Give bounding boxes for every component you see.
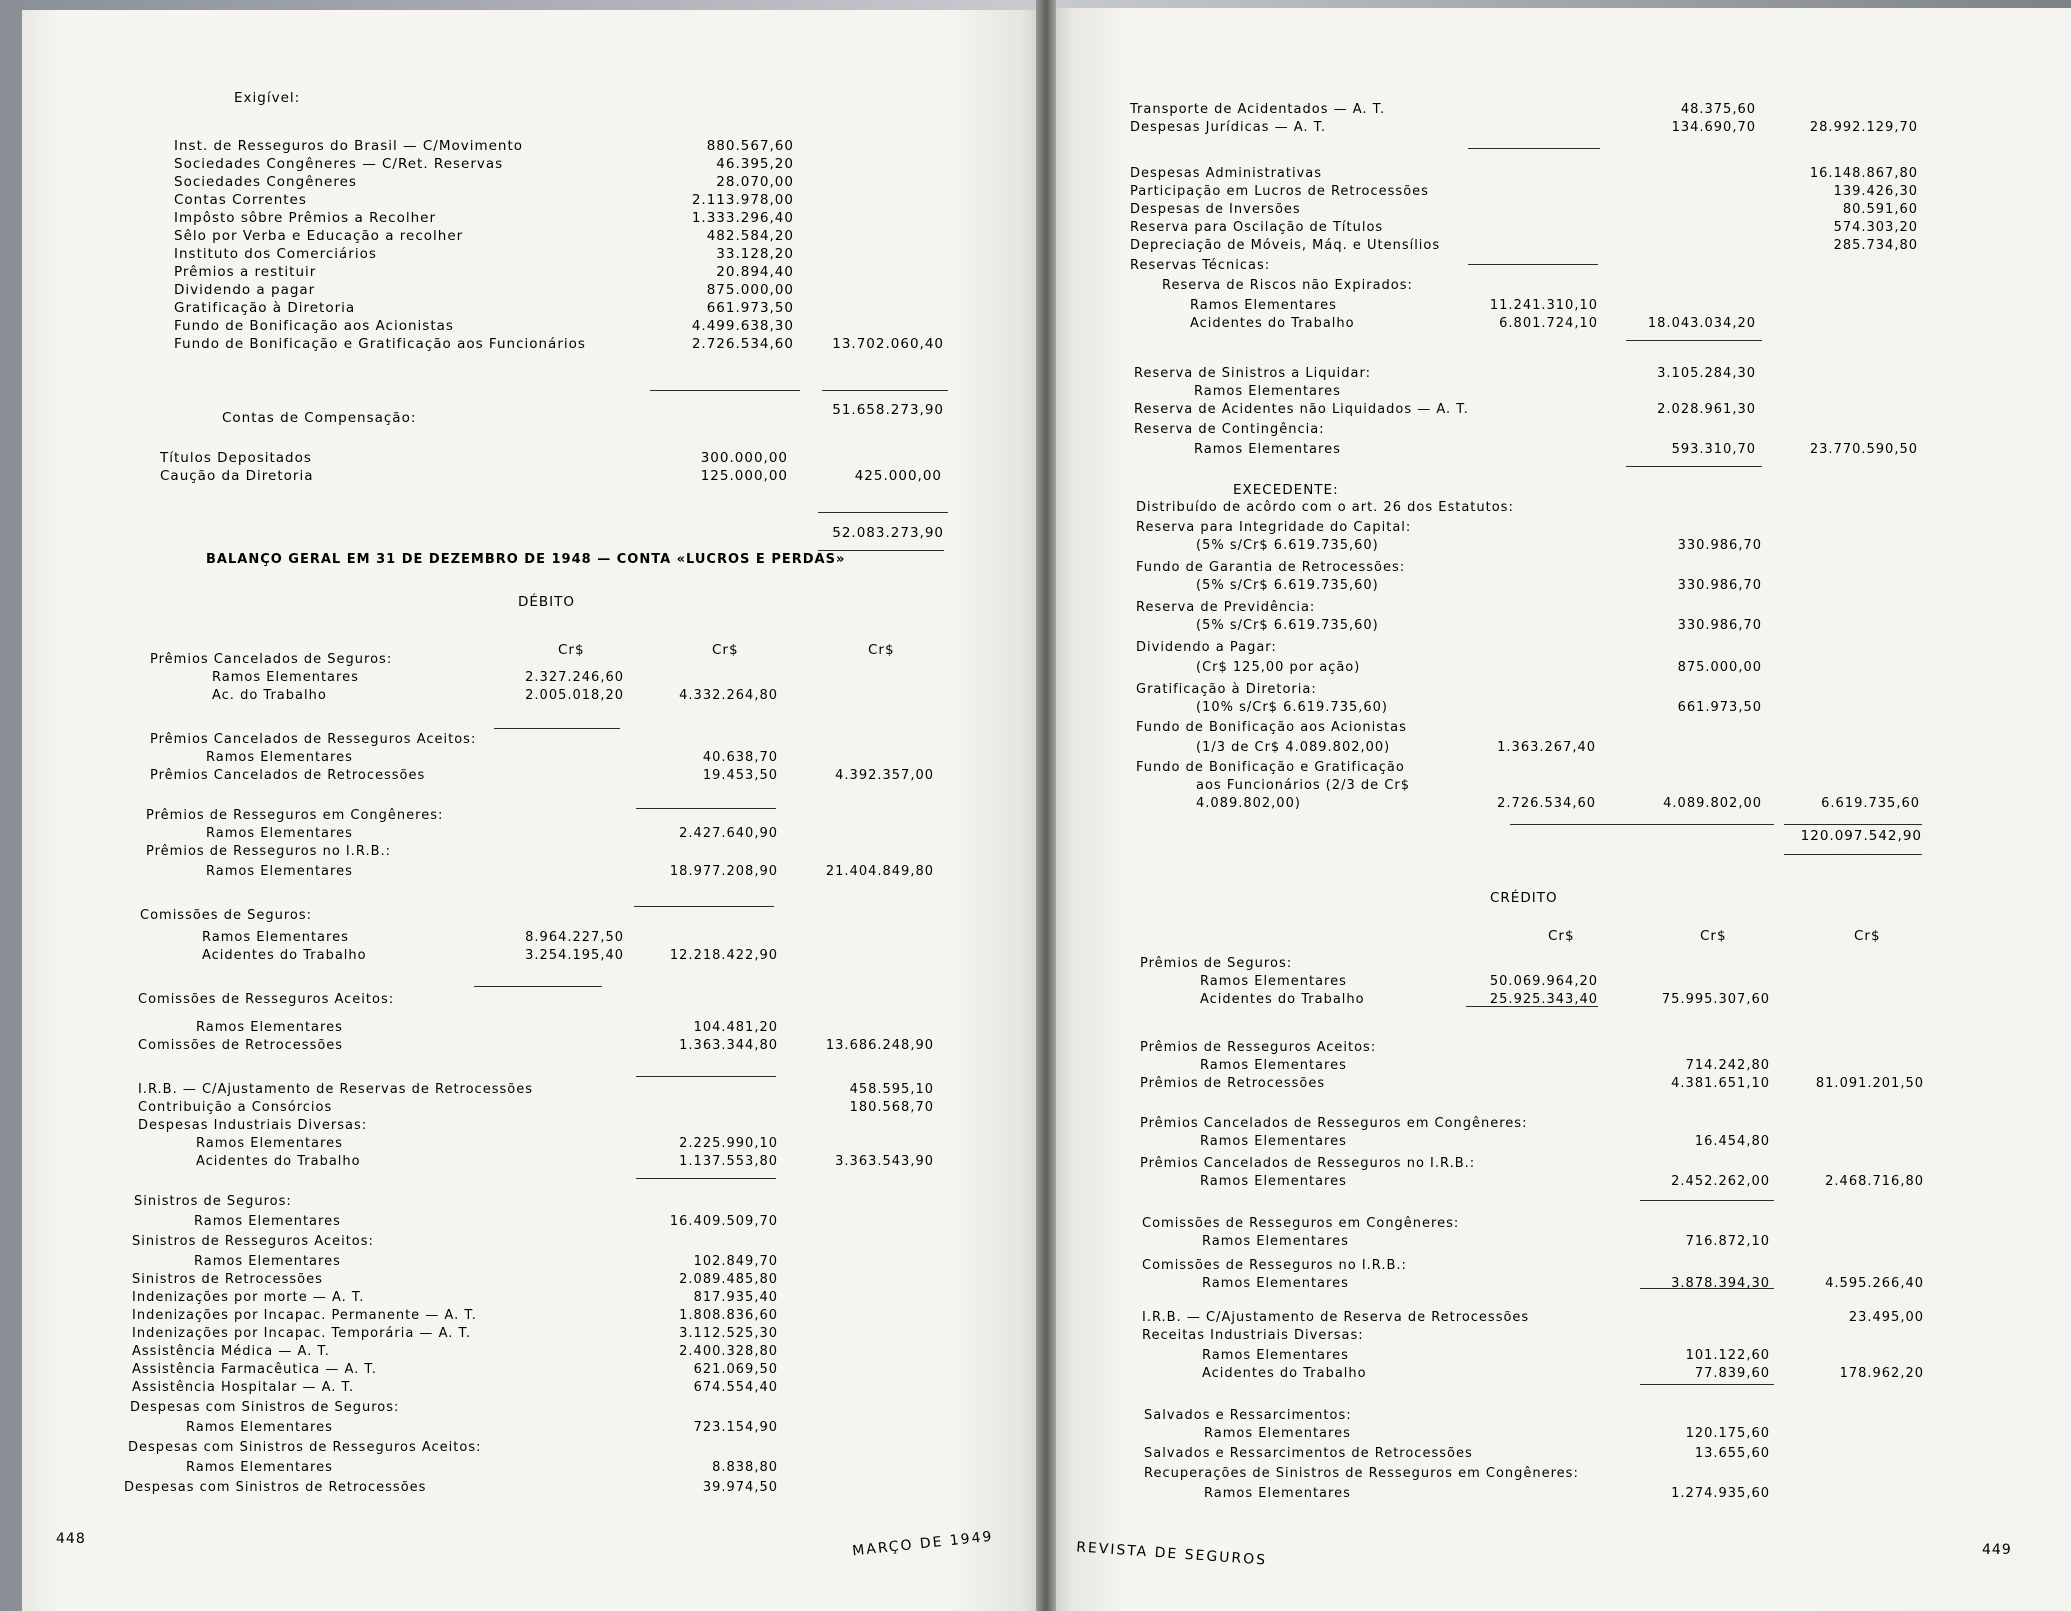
cell-c2: 40.638,70 [702, 750, 778, 765]
cell-c3: 6.619.735,60 [1821, 796, 1920, 811]
row-label: Despesas com Sinistros de Seguros: [130, 1400, 400, 1415]
table-row [0, 200, 2071, 220]
footer-left: MARÇO DE 1949 [851, 1528, 995, 1560]
row-label: Ramos Elementares [1202, 1348, 1349, 1363]
row-label: Reservas Técnicas: [1130, 258, 1271, 273]
rule-line [1640, 1288, 1774, 1289]
rule-line [1466, 1006, 1598, 1007]
cell-c2: 817.935,40 [693, 1290, 778, 1305]
row-label: Acidentes do Trabalho [202, 948, 367, 963]
row-label: Prêmios de Seguros: [1140, 956, 1293, 971]
table-row [0, 536, 2071, 556]
table-row [0, 400, 2071, 420]
row-label: Ramos Elementares [1204, 1426, 1351, 1441]
cell-c2: 77.839,60 [1694, 1366, 1770, 1381]
row-label: 4.089.802,00) [1196, 796, 1301, 811]
rule-line [1640, 1200, 1774, 1201]
row-label: Prêmios Cancelados de Retrocessões [150, 768, 426, 783]
table-row [0, 558, 2071, 578]
row-label: Gratificação à Diretoria [174, 300, 356, 316]
row-label: Reserva para Oscilação de Títulos [1130, 220, 1384, 235]
table-row [0, 1074, 2071, 1094]
cell-c2: 120.175,60 [1685, 1426, 1770, 1441]
row-label: Fundo de Bonificação aos Acionistas [174, 318, 454, 334]
cell-c2: 3.112.525,30 [679, 1326, 778, 1341]
table-row [0, 972, 2071, 992]
row-label: Fundo de Garantia de Retrocessões: [1136, 560, 1406, 575]
cell-c2: 714.242,80 [1685, 1058, 1770, 1073]
row-label: Salvados e Ressarcimentos: [1144, 1408, 1352, 1423]
table-row [0, 1214, 2071, 1234]
table-row [0, 118, 2071, 138]
table-row [0, 100, 2071, 120]
row-label: Receitas Industriais Diversas: [1142, 1328, 1364, 1343]
row-label: Ramos Elementares [186, 1420, 333, 1435]
row-label: Reserva de Contingência: [1134, 422, 1325, 437]
cell-c2: 1.808.836,60 [679, 1308, 778, 1323]
row-label: Gratificação à Diretoria: [1136, 682, 1317, 697]
exigivel-heading: Exigível: [234, 90, 301, 106]
row-label: Sinistros de Retrocessões [132, 1272, 323, 1287]
cell-c3: 3.363.543,90 [835, 1154, 934, 1169]
table-row [0, 1308, 2071, 1328]
table-row [0, 1114, 2071, 1134]
row-label: Depreciação de Móveis, Máq. e Utensílios [1130, 238, 1441, 253]
table-row [0, 256, 2071, 276]
currency-col2: Cr$ [712, 642, 739, 658]
cell-c2: 4.089.802,00 [1663, 796, 1762, 811]
cell-c2: 3.105.284,30 [1657, 366, 1756, 381]
table-row [0, 218, 2071, 238]
row-label: Ramos Elementares [206, 750, 353, 765]
cell-c3: 139.426,30 [1833, 184, 1918, 199]
rule-line [650, 390, 800, 391]
total-debito: 120.097.542,90 [1800, 828, 1922, 844]
cell-c3: 81.091.201,50 [1815, 1076, 1924, 1091]
row-label: Despesas Industriais Diversas: [138, 1118, 368, 1133]
row-label: Ramos Elementares [206, 864, 353, 879]
table-row [0, 296, 2071, 316]
row-label: Dividendo a Pagar: [1136, 640, 1277, 655]
table-row [0, 794, 2071, 814]
cell-c3: 23.770.590,50 [1809, 442, 1918, 457]
table-row [0, 1424, 2071, 1444]
cell-c3: 4.595.266,40 [1825, 1276, 1924, 1291]
row-label: Ramos Elementares [1200, 974, 1347, 989]
row-label: (Cr$ 125,00 por ação) [1196, 660, 1361, 675]
cell-c2: 101.122,60 [1685, 1348, 1770, 1363]
cell-c2: 102.849,70 [693, 1254, 778, 1269]
rule-line [818, 550, 944, 551]
cell-c2: 104.481,20 [693, 1020, 778, 1035]
cell-c2: 2.089.485,80 [679, 1272, 778, 1287]
row-label: Prêmios de Retrocessões [1140, 1076, 1326, 1091]
row-label: Despesas de Inversões [1130, 202, 1301, 217]
row-label: (1/3 de Cr$ 4.089.802,00) [1196, 740, 1391, 755]
table-row [0, 776, 2071, 796]
table-row [0, 598, 2071, 618]
row-label: Sêlo por Verba e Educação a recolher [174, 228, 464, 244]
cell-c2: 75.995.307,60 [1661, 992, 1770, 1007]
table-row [0, 1274, 2071, 1294]
cell-c2: 723.154,90 [693, 1420, 778, 1435]
cell-c2: 2.225.990,10 [679, 1136, 778, 1151]
row-label: Sinistros de Seguros: [134, 1194, 292, 1209]
row-label: Reserva de Acidentes não Liquidados — A. T. [1134, 402, 1469, 417]
cell-c2: 661.973,50 [1677, 700, 1762, 715]
cell-c1: 50.069.964,20 [1489, 974, 1598, 989]
row-label: (5% s/Cr$ 6.619.735,60) [1196, 538, 1379, 553]
table-row [0, 1192, 2071, 1212]
rule-line [1468, 264, 1598, 265]
cell-c3: 80.591,60 [1842, 202, 1918, 217]
row-label: I.R.B. — C/Ajustamento de Reserva de Retrocessões [1142, 1310, 1530, 1325]
row-label: Acidentes do Trabalho [1190, 316, 1355, 331]
table-row [0, 1364, 2071, 1384]
row-label: Ramos Elementares [194, 1214, 341, 1229]
cell-c1: 2.113.978,00 [691, 192, 794, 208]
cell-c2: 621.069,50 [693, 1362, 778, 1377]
cell-c2: 16.409.509,70 [669, 1214, 778, 1229]
row-label: Sinistros de Resseguros Aceitos: [132, 1234, 374, 1249]
cell-c2: 425.000,00 [854, 468, 942, 484]
cell-c1: 1.333.296,40 [691, 210, 794, 226]
row-label: Despesas com Sinistros de Retrocessões [124, 1480, 427, 1495]
row-label: (10% s/Cr$ 6.619.735,60) [1196, 700, 1388, 715]
cell-c2: 1.274.935,60 [1671, 1486, 1770, 1501]
cell-c3: 178.962,20 [1839, 1366, 1924, 1381]
row-label: Despesas Administrativas [1130, 166, 1323, 181]
cell-c2: 330.986,70 [1677, 578, 1762, 593]
row-label: Ramos Elementares [1200, 1174, 1347, 1189]
subtotal-1: 51.658.273,90 [832, 402, 944, 418]
cell-c2: 18.043.034,20 [1647, 316, 1756, 331]
row-label: Despesas Jurídicas — A. T. [1130, 120, 1327, 135]
row-label: Ramos Elementares [1194, 442, 1341, 457]
cell-c3: 180.568,70 [849, 1100, 934, 1115]
table-row [0, 182, 2071, 202]
table-row [0, 576, 2071, 596]
cell-c2: 134.690,70 [1671, 120, 1756, 135]
compensacao-heading: Contas de Compensação: [222, 410, 417, 426]
cell-c1: 2.005.018,20 [525, 688, 624, 703]
cell-c3: 458.595,10 [849, 1082, 934, 1097]
row-label: Acidentes do Trabalho [1202, 1366, 1367, 1381]
cell-c1: 661.973,50 [706, 300, 794, 316]
row-label: aos Funcionários (2/3 de Cr$ [1196, 778, 1411, 793]
table-row [0, 1172, 2071, 1192]
table-row [0, 364, 2071, 384]
row-label: (5% s/Cr$ 6.619.735,60) [1196, 578, 1379, 593]
page-number-left: 448 [56, 1531, 86, 1547]
row-label: Prêmios a restituir [174, 264, 317, 280]
row-label: Transporte de Acidentados — A. T. [1130, 102, 1386, 117]
cell-c1: 20.894,40 [716, 264, 794, 280]
table-row [0, 718, 2071, 738]
table-row [0, 1484, 2071, 1504]
table-row [0, 164, 2071, 184]
cell-c1: 3.254.195,40 [525, 948, 624, 963]
currency-col3: Cr$ [868, 642, 895, 658]
row-label: Ramos Elementares [1200, 1058, 1347, 1073]
rule-line [1468, 148, 1600, 149]
cell-c1: 2.327.246,60 [525, 670, 624, 685]
row-label: Participação em Lucros de Retrocessões [1130, 184, 1429, 199]
cell-c2: 4.332.264,80 [679, 688, 778, 703]
cell-c2: 1.363.344,80 [679, 1038, 778, 1053]
row-label: Assistência Farmacêutica — A. T. [132, 1362, 377, 1377]
row-label: Contas Correntes [174, 192, 307, 208]
table-row [0, 680, 2071, 700]
table-row [0, 1232, 2071, 1252]
rule-line [474, 986, 602, 987]
table-row [0, 236, 2071, 256]
cell-c1: 2.726.534,60 [1497, 796, 1596, 811]
table-row [0, 990, 2071, 1010]
cell-c3: 21.404.849,80 [825, 864, 934, 879]
row-label: I.R.B. — C/Ajustamento de Reservas de Retrocessões [138, 1082, 533, 1097]
row-label: Reserva de Riscos não Expirados: [1162, 278, 1413, 293]
row-label: Sociedades Congêneres — C/Ret. Reservas [174, 156, 504, 172]
cell-c2: 12.218.422,90 [669, 948, 778, 963]
rule-line [1626, 466, 1762, 467]
row-label: Comissões de Resseguros em Congêneres: [1142, 1216, 1460, 1231]
table-row [0, 758, 2071, 778]
credito-title: CRÉDITO [1490, 890, 1558, 906]
row-label: Comissões de Resseguros no I.R.B.: [1142, 1258, 1407, 1273]
table-row [0, 334, 2071, 354]
row-label: Comissões de Retrocessões [138, 1038, 344, 1053]
currency-col1: Cr$ [558, 642, 585, 658]
rule-line [1640, 1384, 1774, 1385]
table-row [0, 616, 2071, 636]
cell-c1: 300.000,00 [700, 450, 788, 466]
page-number-right: 449 [1982, 1542, 2012, 1558]
rule-line [636, 1178, 776, 1179]
cell-c2: 875.000,00 [1677, 660, 1762, 675]
row-label: Contribuição a Consórcios [138, 1100, 333, 1115]
row-label: Ramos Elementares [206, 826, 353, 841]
row-label: Ramos Elementares [194, 1254, 341, 1269]
table-row [0, 698, 2071, 718]
row-label: Indenizações por Incapac. Permanente — A. T. [132, 1308, 477, 1323]
row-label: Salvados e Ressarcimentos de Retrocessões [1144, 1446, 1473, 1461]
cell-c3: 28.992.129,70 [1809, 120, 1918, 135]
cell-c2: 16.454,80 [1694, 1134, 1770, 1149]
cell-c2: 3.878.394,30 [1671, 1276, 1770, 1291]
cell-c2: 18.977.208,90 [669, 864, 778, 879]
cell-c2: 2.028.961,30 [1657, 402, 1756, 417]
row-label: Dividendo a pagar [174, 282, 316, 298]
debito-title: DÉBITO [518, 594, 576, 610]
row-label: Reserva de Previdência: [1136, 600, 1316, 615]
cell-c3: 16.148.867,80 [1809, 166, 1918, 181]
cell-c1: 28.070,00 [716, 174, 794, 190]
row-label: Prêmios Cancelados de Seguros: [150, 652, 393, 667]
rule-line [636, 808, 776, 809]
cell-c1: 2.726.534,60 [691, 336, 794, 352]
cell-c2: 2.400.328,80 [679, 1344, 778, 1359]
table-row [0, 1056, 2071, 1076]
row-label: Ramos Elementares [1202, 1276, 1349, 1291]
row-label: Prêmios de Resseguros no I.R.B.: [146, 844, 392, 859]
row-label: Indenizações por Incapac. Temporária — A. T. [132, 1326, 472, 1341]
cell-c2: 19.453,50 [702, 768, 778, 783]
cell-c1: 1.363.267,40 [1497, 740, 1596, 755]
table-row [0, 314, 2071, 334]
cell-c1: 482.584,20 [706, 228, 794, 244]
cell-c1: 33.128,20 [716, 246, 794, 262]
total-ativo: 52.083.273,90 [832, 525, 944, 541]
row-label: (5% s/Cr$ 6.619.735,60) [1196, 618, 1379, 633]
table-row [0, 862, 2071, 882]
cell-c2: 2.427.640,90 [679, 826, 778, 841]
rule-line [1784, 854, 1922, 855]
table-row [0, 1154, 2071, 1174]
cell-c1: 46.395,20 [716, 156, 794, 172]
row-label: Despesas com Sinistros de Resseguros Aceitos: [128, 1440, 482, 1455]
row-label: Comissões de Resseguros Aceitos: [138, 992, 395, 1007]
cell-c2: 8.838,80 [712, 1460, 778, 1475]
table-row [0, 518, 2071, 538]
balance-title: BALANÇO GERAL EM 31 DE DEZEMBRO DE 1948 — CONTA «LUCROS E PERDAS» [206, 552, 846, 567]
row-label: Ramos Elementares [196, 1136, 343, 1151]
cell-c3: 13.686.248,90 [825, 1038, 934, 1053]
cell-c2: 330.986,70 [1677, 618, 1762, 633]
table-row [0, 638, 2071, 658]
table-row [0, 1132, 2071, 1152]
row-label: Prêmios Cancelados de Resseguros em Congêneres: [1140, 1116, 1528, 1131]
cell-c2: 4.381.651,10 [1671, 1076, 1770, 1091]
cell-c2: 674.554,40 [693, 1380, 778, 1395]
row-label: Ramos Elementares [1200, 1134, 1347, 1149]
cell-c2: 39.974,50 [702, 1480, 778, 1495]
table-row [0, 440, 2071, 460]
rule-line [1784, 824, 1922, 825]
rule-line [822, 390, 948, 391]
cell-c2: 330.986,70 [1677, 538, 1762, 553]
rule-line [634, 906, 774, 907]
row-label: Prêmios Cancelados de Resseguros no I.R.B.: [1140, 1156, 1476, 1171]
cell-c1: 880.567,60 [706, 138, 794, 154]
table-row [0, 906, 2071, 926]
table-row [0, 420, 2071, 440]
cell-c3: 2.468.716,80 [1825, 1174, 1924, 1189]
table-row [0, 498, 2071, 518]
row-label: Ramos Elementares [196, 1020, 343, 1035]
row-label: Assistência Médica — A. T. [132, 1344, 330, 1359]
row-label: Caução da Diretoria [160, 468, 314, 484]
row-label: Prêmios Cancelados de Resseguros Aceitos: [150, 732, 477, 747]
cell-c3: 285.734,80 [1833, 238, 1918, 253]
row-label: Recuperações de Sinistros de Resseguros em Congêneres: [1144, 1466, 1579, 1481]
row-label: Ramos Elementares [1202, 1234, 1349, 1249]
row-label: Prêmios de Resseguros em Congêneres: [146, 808, 444, 823]
excedente-title: EXECEDENTE: [1233, 482, 1339, 498]
row-label: Ramos Elementares [202, 930, 349, 945]
table-row [0, 954, 2071, 974]
row-label: Ramos Elementares [212, 670, 359, 685]
row-label: Títulos Depositados [160, 450, 312, 466]
row-label: Fundo de Bonificação aos Acionistas [1136, 720, 1407, 735]
table-row [0, 1018, 2071, 1038]
row-label: Assistência Hospitalar — A. T. [132, 1380, 355, 1395]
table-row [0, 136, 2071, 156]
cell-c2: 716.872,10 [1685, 1234, 1770, 1249]
credito-currency-col3: Cr$ [1854, 928, 1881, 944]
cell-c1: 25.925.343,40 [1489, 992, 1598, 1007]
cell-c2: 13.655,60 [1694, 1446, 1770, 1461]
table-row [0, 276, 2071, 296]
cell-c2: 13.702.060,40 [832, 336, 944, 352]
table-row [0, 1406, 2071, 1426]
table-row [0, 1038, 2071, 1058]
row-label: Fundo de Bonificação e Gratificação aos Funcionários [174, 336, 586, 352]
cell-c3: 4.392.357,00 [835, 768, 934, 783]
row-label: Ramos Elementares [1204, 1486, 1351, 1501]
rule-line [1628, 824, 1774, 825]
table-row [0, 382, 2071, 402]
table-row [0, 658, 2071, 678]
cell-c2: 48.375,60 [1680, 102, 1756, 117]
cell-c2: 2.452.262,00 [1671, 1174, 1770, 1189]
row-label: Acidentes do Trabalho [196, 1154, 361, 1169]
rule-line [494, 728, 620, 729]
rule-line [1626, 340, 1762, 341]
cell-c3: 23.495,00 [1848, 1310, 1924, 1325]
cell-c2: 593.310,70 [1671, 442, 1756, 457]
row-label: Reserva de Sinistros a Liquidar: [1134, 366, 1372, 381]
credito-currency-col2: Cr$ [1700, 928, 1727, 944]
table-row [0, 1444, 2071, 1464]
cell-c3: 574.303,20 [1833, 220, 1918, 235]
table-row [0, 738, 2071, 758]
row-label: Sociedades Congêneres [174, 174, 357, 190]
table-row [0, 1346, 2071, 1366]
row-label: Prêmios de Resseguros Aceitos: [1140, 1040, 1377, 1055]
row-label: Ramos Elementares [186, 1460, 333, 1475]
row-label: Inst. de Resseguros do Brasil — C/Movimento [174, 138, 524, 154]
cell-c1: 4.499.638,30 [691, 318, 794, 334]
cell-c1: 11.241.310,10 [1489, 298, 1598, 313]
row-label: Ac. do Trabalho [212, 688, 327, 703]
cell-c1: 125.000,00 [700, 468, 788, 484]
credito-currency-col1: Cr$ [1548, 928, 1575, 944]
row-label: Reserva para Integridade do Capital: [1136, 520, 1412, 535]
cell-c1: 6.801.724,10 [1499, 316, 1598, 331]
table-row [0, 1464, 2071, 1484]
row-label: Ramos Elementares [1194, 384, 1341, 399]
cell-c1: 8.964.227,50 [525, 930, 624, 945]
row-label: Impôsto sôbre Prêmios a Recolher [174, 210, 436, 226]
row-label: Distribuído de acôrdo com o art. 26 dos Estatutos: [1136, 500, 1514, 515]
row-label: Ramos Elementares [1190, 298, 1337, 313]
footer-right: REVISTA DE SEGUROS [1075, 1539, 1268, 1569]
table-row [0, 1326, 2071, 1346]
cell-c1: 875.000,00 [706, 282, 794, 298]
row-label: Comissões de Seguros: [140, 908, 312, 923]
row-label: Acidentes do Trabalho [1200, 992, 1365, 1007]
row-label: Instituto dos Comerciários [174, 246, 377, 262]
rule-line [636, 1076, 776, 1077]
row-label: Fundo de Bonificação e Gratificação [1136, 760, 1405, 775]
rule-line [818, 512, 948, 513]
table-row [0, 1256, 2071, 1276]
cell-c2: 1.137.553,80 [679, 1154, 778, 1169]
row-label: Indenizações por morte — A. T. [132, 1290, 365, 1305]
